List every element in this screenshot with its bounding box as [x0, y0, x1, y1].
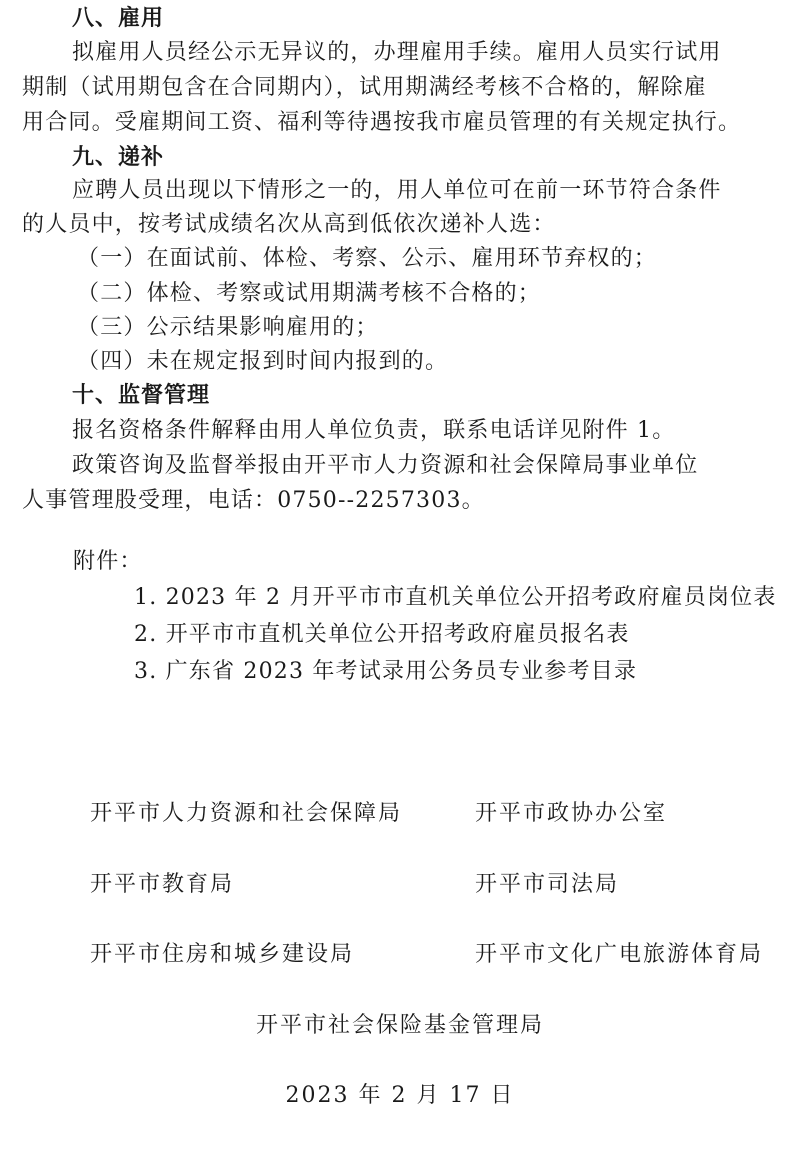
attachment-item: 2. 开平市市直机关单位公开招考政府雇员报名表 — [134, 622, 630, 647]
signatory-cppcc-office: 开平市政协办公室 — [475, 801, 668, 826]
paragraph-line: 人事管理股受理，电话：0750--2257303。 — [22, 488, 485, 513]
signatory-justice-bureau: 开平市司法局 — [475, 872, 620, 897]
paragraph-line: 拟雇用人员经公示无异议的，办理雇用手续。雇用人员实行试用 — [72, 40, 722, 65]
list-item: （二）体检、考察或试用期满考核不合格的； — [77, 281, 542, 306]
paragraph-line: 报名资格条件解释由用人单位负责，联系电话详见附件 1。 — [72, 418, 676, 443]
section-heading-supervision: 十、监督管理 — [72, 383, 211, 408]
list-item: （四）未在规定报到时间内报到的。 — [77, 349, 449, 374]
paragraph-line: 的人员中，按考试成绩名次从高到低依次递补人选： — [22, 212, 556, 237]
list-item: （三）公示结果影响雇用的； — [77, 315, 379, 340]
attachment-item: 3. 广东省 2023 年考试录用公务员专业参考目录 — [134, 659, 638, 684]
signatory-housing-bureau: 开平市住房和城乡建设局 — [90, 942, 355, 967]
paragraph-line: 用合同。受雇期间工资、福利等待遇按我市雇员管理的有关规定执行。 — [22, 110, 742, 135]
paragraph-line: 期制（试用期包含在合同期内），试用期满经考核不合格的，解除雇 — [22, 75, 708, 100]
signatory-social-insurance-bureau: 开平市社会保险基金管理局 — [255, 1013, 544, 1038]
attachments-label: 附件： — [73, 549, 143, 574]
section-heading-employment: 八、雇用 — [72, 6, 165, 31]
signatory-hr-bureau: 开平市人力资源和社会保障局 — [90, 801, 403, 826]
paragraph-line: 政策咨询及监督举报由开平市人力资源和社会保障局事业单位 — [72, 453, 699, 478]
paragraph-line: 应聘人员出现以下情形之一的，用人单位可在前一环节符合条件 — [72, 178, 722, 203]
attachment-item: 1. 2023 年 2 月开平市市直机关单位公开招考政府雇员岗位表 — [134, 585, 777, 610]
document-date: 2023 年 2 月 17 日 — [285, 1083, 515, 1108]
signatory-culture-bureau: 开平市文化广电旅游体育局 — [475, 942, 764, 967]
list-item: （一）在面试前、体检、考察、公示、雇用环节弃权的； — [77, 246, 658, 271]
signatory-education-bureau: 开平市教育局 — [90, 872, 235, 897]
section-heading-substitution: 九、递补 — [72, 145, 165, 170]
